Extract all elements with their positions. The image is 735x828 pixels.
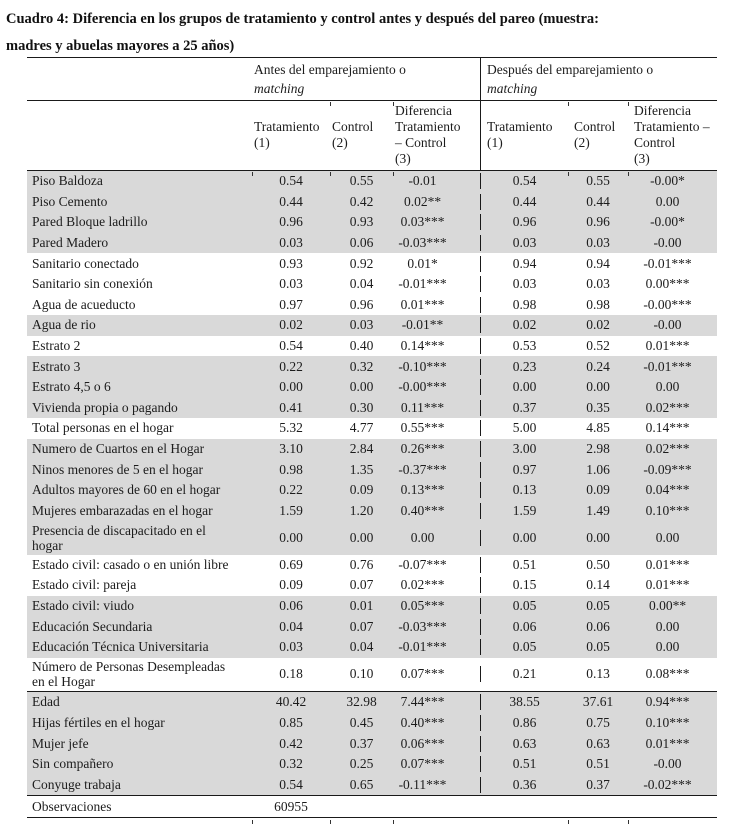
row-label: Estrato 4,5 o 6	[32, 379, 111, 395]
value-before-difference: 0.55***	[400, 420, 445, 436]
value-before-treatment: 1.59	[279, 502, 303, 518]
value-after-difference: 0.00	[655, 529, 680, 545]
row-label: Total personas en el hogar	[32, 420, 174, 436]
value-after-control: 0.05	[586, 639, 610, 655]
value-before-control: 0.04	[349, 276, 374, 292]
table-row	[27, 637, 717, 658]
table-row	[27, 377, 717, 398]
value-before-difference: 0.14***	[400, 338, 445, 354]
value-before-difference: 0.40***	[400, 502, 445, 518]
value-after-control: 0.52	[586, 338, 610, 354]
group-before-header	[252, 58, 480, 100]
table-row	[27, 192, 717, 213]
tick-mark	[568, 172, 569, 176]
value-after-treatment: 0.15	[480, 577, 568, 593]
row-label: Agua de rio	[32, 317, 96, 333]
value-before-difference: 0.00	[410, 529, 435, 545]
row-label: Número de Personas Desempleadas en el Hogar	[32, 659, 226, 690]
value-after-treatment: 0.51	[480, 557, 568, 573]
value-after-difference: 0.08***	[645, 666, 690, 682]
value-after-treatment: 0.05	[480, 598, 568, 614]
value-after-treatment: 0.06	[480, 619, 568, 635]
row-label: Piso Baldoza	[32, 173, 103, 189]
value-after-treatment: 0.36	[480, 777, 568, 793]
value-before-difference: -0.01**	[401, 317, 444, 333]
value-after-control: 0.44	[586, 193, 610, 209]
value-before-difference: -0.10***	[398, 358, 447, 374]
value-before-treatment: 0.02	[279, 317, 303, 333]
col-after-control: Control (2)	[574, 119, 616, 150]
value-after-control: 0.55	[586, 173, 610, 189]
value-after-difference: 0.01***	[645, 556, 690, 572]
table-row	[27, 575, 717, 596]
value-after-control: 0.24	[586, 358, 610, 374]
table-row	[27, 480, 717, 501]
value-before-difference: -0.00***	[398, 379, 447, 395]
column-header-spacer	[27, 101, 252, 170]
table-row	[27, 398, 717, 419]
value-before-control: 0.93	[349, 214, 374, 230]
value-after-difference: 0.00***	[645, 276, 690, 292]
group-after-line2: matching	[487, 81, 538, 96]
table-row	[27, 233, 717, 254]
table-body	[27, 171, 717, 795]
row-label: Conyuge trabaja	[32, 776, 121, 792]
table-row	[27, 733, 717, 754]
table-row	[27, 501, 717, 522]
row-label: Piso Cemento	[32, 193, 108, 209]
value-after-treatment: 0.00	[480, 530, 568, 546]
value-before-treatment: 0.42	[279, 735, 303, 751]
value-before-control: 0.25	[349, 756, 374, 772]
value-after-treatment: 0.63	[480, 736, 568, 752]
value-before-difference: 7.44***	[400, 694, 445, 710]
value-before-difference: 0.01***	[400, 296, 445, 312]
group-header-spacer	[27, 58, 252, 100]
value-before-difference: -0.03***	[398, 618, 447, 634]
table-row	[27, 274, 717, 295]
group-after-header	[480, 58, 717, 100]
value-before-treatment: 0.09	[279, 577, 303, 593]
value-before-difference: 0.13***	[400, 482, 445, 498]
value-after-difference: 0.10***	[645, 714, 690, 730]
value-before-treatment: 0.18	[279, 666, 303, 682]
value-before-control: 0.32	[349, 358, 374, 374]
value-before-difference: 0.07***	[400, 666, 445, 682]
value-after-control: 0.05	[586, 598, 610, 614]
value-after-treatment: 38.55	[480, 694, 568, 710]
value-after-control: 0.51	[586, 756, 610, 772]
tick-mark	[628, 102, 629, 106]
value-before-control: 0.42	[349, 193, 374, 209]
row-label: Estado civil: pareja	[32, 577, 137, 593]
table-row	[27, 315, 717, 336]
value-before-treatment: 0.93	[279, 255, 303, 271]
value-before-control: 0.92	[349, 255, 374, 271]
table-row	[27, 418, 717, 439]
value-before-control: 0.07	[349, 577, 374, 593]
row-label: Ninos menores de 5 en el hogar	[32, 461, 203, 477]
value-after-treatment: 0.86	[480, 715, 568, 731]
row-label: Pared Madero	[32, 235, 109, 251]
value-after-treatment: 0.00	[480, 379, 568, 395]
table-row	[27, 691, 717, 713]
value-before-treatment: 0.54	[279, 338, 303, 354]
value-after-treatment: 0.03	[480, 276, 568, 292]
comparison-table	[27, 57, 717, 818]
value-before-control: 0.76	[349, 556, 374, 572]
value-before-difference: 0.40***	[400, 714, 445, 730]
value-before-control: 4.77	[349, 420, 374, 436]
value-before-treatment: 3.10	[279, 441, 303, 457]
value-after-control: 0.02	[586, 317, 610, 333]
value-after-control: 1.06	[586, 461, 610, 477]
value-before-control: 0.40	[349, 338, 374, 354]
value-before-control: 0.37	[349, 735, 374, 751]
value-after-treatment: 0.02	[480, 317, 568, 333]
value-before-difference: -0.07***	[398, 556, 447, 572]
value-before-control: 0.00	[349, 529, 374, 545]
row-label: Mujer jefe	[32, 735, 89, 751]
value-after-control: 0.00	[586, 529, 610, 545]
value-after-control: 0.94	[586, 255, 610, 271]
value-after-difference: -0.02***	[643, 776, 692, 792]
value-before-difference: 0.02**	[403, 193, 442, 209]
observations-label: Observaciones	[32, 798, 112, 814]
value-before-control: 0.65	[349, 776, 374, 792]
value-after-difference: 0.94***	[645, 694, 690, 710]
table-title-line2: madres y abuelas mayores a 25 años)	[6, 38, 235, 54]
table-row	[27, 521, 717, 555]
value-after-treatment: 0.53	[480, 338, 568, 354]
value-after-control: 0.50	[586, 556, 610, 572]
tick-mark	[393, 102, 394, 106]
value-after-difference: -0.00*	[650, 214, 685, 230]
value-before-control: 1.35	[349, 461, 374, 477]
value-before-control: 1.20	[349, 502, 374, 518]
row-label: Agua de acueducto	[32, 296, 136, 312]
col-after-treatment: Tratamiento (1)	[480, 101, 568, 170]
table-row	[27, 754, 717, 775]
value-after-treatment: 0.44	[480, 194, 568, 210]
value-before-control: 0.55	[349, 173, 374, 189]
table-row	[27, 713, 717, 734]
value-after-control: 0.35	[586, 399, 610, 415]
value-after-control: 0.09	[586, 482, 610, 498]
value-after-control: 0.14	[586, 577, 610, 593]
value-after-treatment: 0.37	[480, 400, 568, 416]
value-before-difference: -0.01	[408, 173, 437, 189]
row-label: Sanitario sin conexión	[32, 276, 153, 292]
tick-mark	[628, 172, 629, 176]
table-row	[27, 171, 717, 192]
value-after-treatment: 0.03	[480, 235, 568, 251]
value-after-difference: 0.00	[655, 618, 680, 634]
value-after-control: 0.75	[586, 714, 610, 730]
value-after-difference: 0.02***	[645, 441, 690, 457]
value-after-treatment: 0.51	[480, 756, 568, 772]
row-label: Hijas fértiles en el hogar	[32, 714, 165, 730]
value-after-difference: 0.04***	[645, 482, 690, 498]
value-before-control: 0.10	[349, 666, 374, 682]
col-before-difference: Diferencia Tratamiento – Control (3)	[395, 103, 461, 166]
value-after-difference: -0.00	[653, 235, 682, 251]
table-row	[27, 555, 717, 576]
value-before-control: 0.96	[349, 296, 374, 312]
value-before-treatment: 0.00	[279, 529, 303, 545]
value-after-difference: 0.01***	[645, 577, 690, 593]
table-row	[27, 336, 717, 357]
value-after-difference: 0.00	[655, 193, 680, 209]
value-after-control: 0.03	[586, 276, 610, 292]
value-before-difference: 0.06***	[400, 735, 445, 751]
value-after-control: 0.37	[586, 776, 610, 792]
table-row	[27, 295, 717, 316]
value-before-treatment: 0.85	[279, 714, 303, 730]
tick-mark	[393, 820, 394, 824]
tick-mark	[568, 102, 569, 106]
value-after-difference: -0.09***	[643, 461, 692, 477]
col-after-difference: Diferencia Tratamiento – Control (3)	[634, 103, 710, 166]
table-row	[27, 253, 717, 274]
value-after-difference: -0.00***	[643, 296, 692, 312]
value-before-treatment: 0.98	[279, 461, 303, 477]
row-label: Educación Técnica Universitaria	[32, 639, 209, 655]
value-before-treatment: 0.97	[279, 296, 303, 312]
value-after-treatment: 0.94	[480, 256, 568, 272]
group-after-line1: Después del emparejamiento o	[487, 62, 654, 77]
value-before-difference: 0.02***	[400, 577, 445, 593]
tick-mark	[330, 172, 331, 176]
value-before-control: 0.06	[349, 235, 374, 251]
tick-mark	[330, 820, 331, 824]
value-before-treatment: 0.03	[279, 276, 303, 292]
row-label: Edad	[32, 694, 60, 710]
row-label: Vivienda propia o pagando	[32, 399, 178, 415]
value-after-difference: 0.00**	[648, 598, 687, 614]
value-after-difference: 0.01***	[645, 735, 690, 751]
value-after-control: 0.03	[586, 235, 610, 251]
value-after-treatment: 0.23	[480, 359, 568, 375]
value-after-difference: -0.00	[653, 756, 682, 772]
value-after-control: 0.13	[586, 666, 610, 682]
value-after-treatment: 0.13	[480, 482, 568, 498]
value-after-difference: 0.10***	[645, 502, 690, 518]
value-before-treatment: 0.54	[279, 173, 303, 189]
row-label: Estrato 3	[32, 358, 81, 374]
value-after-control: 37.61	[582, 694, 614, 710]
value-before-treatment: 40.42	[275, 694, 307, 710]
value-after-difference: 0.00	[655, 379, 680, 395]
col-before-treatment: Tratamiento (1)	[254, 119, 320, 150]
table-row	[27, 212, 717, 233]
row-label: Estrato 2	[32, 338, 81, 354]
row-label: Mujeres embarazadas en el hogar	[32, 502, 213, 518]
value-before-treatment: 0.06	[279, 598, 303, 614]
value-after-difference: -0.01***	[643, 358, 692, 374]
value-after-control: 4.85	[586, 420, 610, 436]
row-label: Sin compañero	[32, 756, 114, 772]
value-before-control: 0.01	[349, 598, 374, 614]
row-label: Estado civil: viudo	[32, 598, 134, 614]
value-before-treatment: 5.32	[279, 420, 303, 436]
value-after-difference: 0.01***	[645, 338, 690, 354]
value-before-difference: 0.05***	[400, 598, 445, 614]
value-before-treatment: 0.96	[279, 214, 303, 230]
value-before-difference: 0.01*	[407, 255, 438, 271]
tick-mark	[568, 820, 569, 824]
value-before-control: 2.84	[349, 441, 374, 457]
value-after-treatment: 0.97	[480, 462, 568, 478]
value-after-treatment: 5.00	[480, 420, 568, 436]
value-before-difference: -0.01***	[398, 276, 447, 292]
row-label: Educación Secundaria	[32, 618, 153, 634]
value-before-treatment: 0.41	[279, 399, 303, 415]
table-row	[27, 616, 717, 637]
value-before-control: 0.03	[349, 317, 374, 333]
value-before-treatment: 0.32	[279, 756, 303, 772]
value-after-treatment: 0.05	[480, 639, 568, 655]
group-header-row	[27, 58, 717, 101]
value-before-control: 0.04	[349, 639, 374, 655]
row-label: Estado civil: casado o en unión libre	[32, 556, 229, 572]
tick-mark	[628, 820, 629, 824]
value-after-difference: 0.00	[655, 639, 680, 655]
table-row	[27, 658, 717, 692]
value-before-difference: -0.37***	[398, 461, 447, 477]
value-before-treatment: 0.00	[279, 379, 303, 395]
column-header-row	[27, 101, 717, 171]
table-row	[27, 356, 717, 377]
value-before-difference: 0.26***	[400, 441, 445, 457]
value-after-difference: 0.14***	[645, 420, 690, 436]
value-after-difference: -0.01***	[643, 255, 692, 271]
value-before-treatment: 0.04	[279, 618, 303, 634]
value-after-difference: -0.00	[653, 317, 682, 333]
value-after-treatment: 3.00	[480, 441, 568, 457]
value-before-control: 0.45	[349, 714, 374, 730]
value-before-difference: 0.03***	[400, 214, 445, 230]
col-before-control: Control (2)	[332, 119, 374, 150]
value-after-control: 0.06	[586, 618, 610, 634]
table-title	[6, 6, 726, 60]
table-row	[27, 596, 717, 617]
value-after-control: 0.63	[586, 735, 610, 751]
value-before-control: 0.30	[349, 399, 374, 415]
value-after-treatment: 0.21	[480, 666, 568, 682]
tick-mark	[393, 172, 394, 176]
value-before-control: 32.98	[346, 694, 377, 710]
value-before-treatment: 0.03	[279, 235, 303, 251]
value-after-treatment: 0.98	[480, 297, 568, 313]
tick-mark	[252, 172, 253, 176]
table-title-line1: Cuadro 4: Diferencia en los grupos de tratamiento y control antes y después del pareo (muestra:	[6, 11, 599, 27]
value-after-control: 1.49	[586, 502, 610, 518]
value-after-control: 2.98	[586, 441, 610, 457]
table-row	[27, 439, 717, 460]
value-before-treatment: 0.22	[279, 358, 303, 374]
value-before-difference: -0.01***	[398, 639, 447, 655]
value-before-difference: 0.11***	[400, 399, 445, 415]
value-before-difference: 0.07***	[400, 756, 445, 772]
observations-value: 60955	[274, 798, 308, 814]
row-label: Numero de Cuartos en el Hogar	[32, 441, 205, 457]
group-before-line1: Antes del emparejamiento o	[254, 62, 406, 77]
value-before-control: 0.00	[349, 379, 374, 395]
row-label: Sanitario conectado	[32, 255, 139, 271]
row-label: Presencia de discapacitado en el hogar	[32, 522, 206, 553]
group-before-line2: matching	[254, 81, 305, 96]
value-before-control: 0.09	[349, 482, 374, 498]
value-after-difference: 0.02***	[645, 399, 690, 415]
value-before-difference: -0.03***	[398, 235, 447, 251]
table-row	[27, 459, 717, 480]
row-label: Adultos mayores de 60 en el hogar	[32, 482, 221, 498]
tick-mark	[252, 820, 253, 824]
value-after-control: 0.96	[586, 214, 610, 230]
value-before-control: 0.07	[349, 618, 374, 634]
value-after-treatment: 0.96	[480, 214, 568, 230]
value-before-treatment: 0.44	[279, 193, 303, 209]
observations-row	[27, 795, 717, 817]
value-after-control: 0.00	[586, 379, 610, 395]
value-before-treatment: 0.03	[279, 639, 303, 655]
value-before-treatment: 0.22	[279, 482, 303, 498]
row-label: Pared Bloque ladrillo	[32, 214, 148, 230]
value-after-treatment: 1.59	[480, 503, 568, 519]
value-before-treatment: 0.69	[279, 556, 303, 572]
tick-mark	[330, 102, 331, 106]
value-after-treatment: 0.54	[480, 173, 568, 189]
value-before-difference: -0.11***	[398, 776, 447, 792]
value-after-control: 0.98	[586, 296, 610, 312]
value-after-difference: -0.00*	[650, 173, 685, 189]
table-row	[27, 774, 717, 795]
value-before-treatment: 0.54	[279, 776, 303, 792]
